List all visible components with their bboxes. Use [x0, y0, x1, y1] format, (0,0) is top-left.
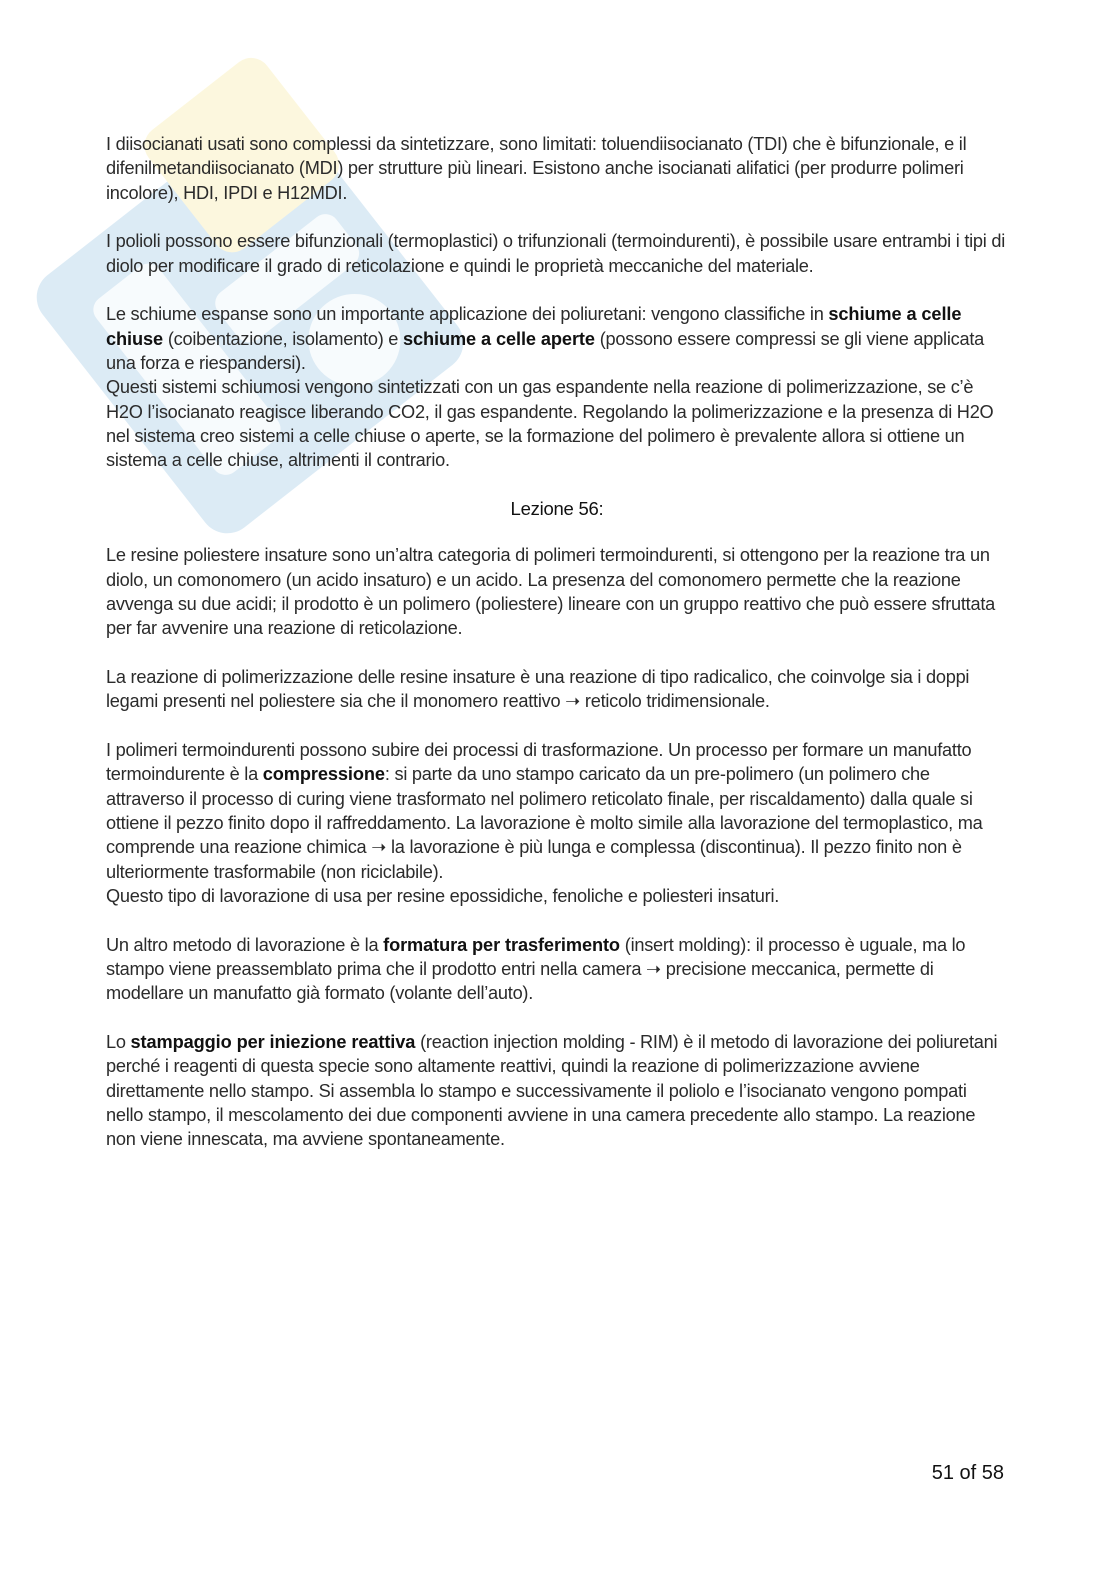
bold-term: compressione — [262, 764, 385, 785]
text-run: Questo tipo di lavorazione di usa per resine epossidiche, fenoliche e poliesteri insaturi. — [106, 885, 780, 906]
paragraph — [106, 132, 1008, 205]
bold-term: formatura per trasferimento — [383, 934, 620, 955]
lesson-title: Lezione 56: — [510, 498, 604, 520]
paragraph — [106, 665, 1008, 714]
bold-term: schiume a celle aperte — [402, 328, 595, 349]
text-run: (possono essere compressi se gli viene applicata una forza e riespandersi). — [106, 328, 984, 374]
text-run: (reaction injection molding - RIM) è il metodo di lavorazione dei poliuretani perché i reagenti di questa specie sono altamente reattivi, quindi la reazione di polimerizzazione avviene direttamente nello stampo. Si assembla lo stampo e successivamente il poliolo e l’isocianato vengono pompati nello stampo, il mescolamento dei due componenti avviene in una camera precedente allo stampo. La reazione non viene innescata, ma avviene spontaneamente. — [106, 1032, 998, 1150]
document-body — [106, 132, 1008, 1176]
text-run: I polioli possono essere bifunzionali (termoplastici) o trifunzionali (termoindurenti), è possibile usare entrambi i tipi di diolo per modificare il grado di reticolazione e quindi le proprietà meccaniche del materiale. — [106, 231, 1006, 276]
text-run: Le resine poliestere insature sono un’altra categoria di polimeri termoindurenti, si ottengono per la reazione tra un diolo, un comonomero (un acido insaturo) e un acido. La presenza del comonomero permette che la reazione avvenga su due acidi; il prodotto è un polimero (poliestere) lineare con un gruppo reattivo che può essere sfruttata per far avvenire una reazione di reticolazione. — [106, 545, 996, 639]
paragraph — [106, 302, 1008, 375]
text-run: (insert molding): il processo è uguale, ma lo stampo viene preassemblato prima che il prodotto entri nella camera ➝ precisione meccanica, permette di modellare un manufatto già formato (volante dell’auto). — [106, 934, 966, 1004]
paragraph — [106, 543, 1008, 640]
text-run: La reazione di polimerizzazione delle resine insature è una reazione di tipo radicalico, che coinvolge sia i doppi legami presenti nel poliestere sia che il monomero reattivo ➝ reticolo tridimensionale. — [106, 667, 970, 712]
text-run: Un altro metodo di lavorazione è la — [106, 934, 384, 955]
text-run: I diisocianati usati sono complessi da sintetizzare, sono limitati: toluendiisocianato (TDI) che è bifunzionale, e il difenilmetandiisocianato (MDI) per strutture più lineari. Esistono anche isocianati alifatici (per produrre polimeri incolore), HDI, IPDI e H12MDI. — [106, 134, 967, 203]
paragraph — [106, 1030, 1008, 1151]
paragraph — [106, 884, 1008, 908]
paragraph — [106, 933, 1008, 1006]
text-run: : si parte da uno stampo caricato da un pre-polimero (un polimero che attraverso il processo di curing viene trasformato nel polimero reticolato finale, per riscaldamento) dalla quale si ottiene il pezzo finito dopo il raffreddamento. La lavorazione è molto simile alla lavorazione del termoplastico, ma comprende una reazione chimica ➝ la lavorazione è più lunga e complessa (discontinua). Il pezzo finito non è ulteriormente trasformabile (non riciclabile). — [106, 764, 983, 882]
paragraph — [106, 738, 1008, 884]
bold-term: schiume a celle chiuse — [106, 304, 962, 349]
paragraph — [106, 229, 1008, 278]
bold-term: stampaggio per iniezione reattiva — [130, 1032, 416, 1053]
text-run: Lo — [106, 1032, 131, 1053]
text-run: Le schiume espanse sono un importante applicazione dei poliuretani: vengono classifiche in — [106, 304, 829, 325]
text-run: (coibentazione, isolamento) e — [163, 328, 403, 349]
text-run: I polimeri termoindurenti possono subire dei processi di trasformazione. Un processo per formare un manufatto termoindurente è la — [106, 740, 972, 785]
paragraph — [106, 375, 1008, 472]
text-run: Questi sistemi schiumosi vengono sintetizzati con un gas espandente nella reazione di polimerizzazione, se c’è H2O l’isocianato reagisce liberando CO2, il gas espandente. Regolando la polimerizzazione e la presenza di H2O nel sistema creo sistemi a celle chiuse o aperte, se la formazione del polimero è prevalente allora si ottiene un sistema a celle chiuse, altrimenti il contrario. — [106, 377, 994, 471]
page-number: 51 of 58 — [931, 1462, 1004, 1484]
